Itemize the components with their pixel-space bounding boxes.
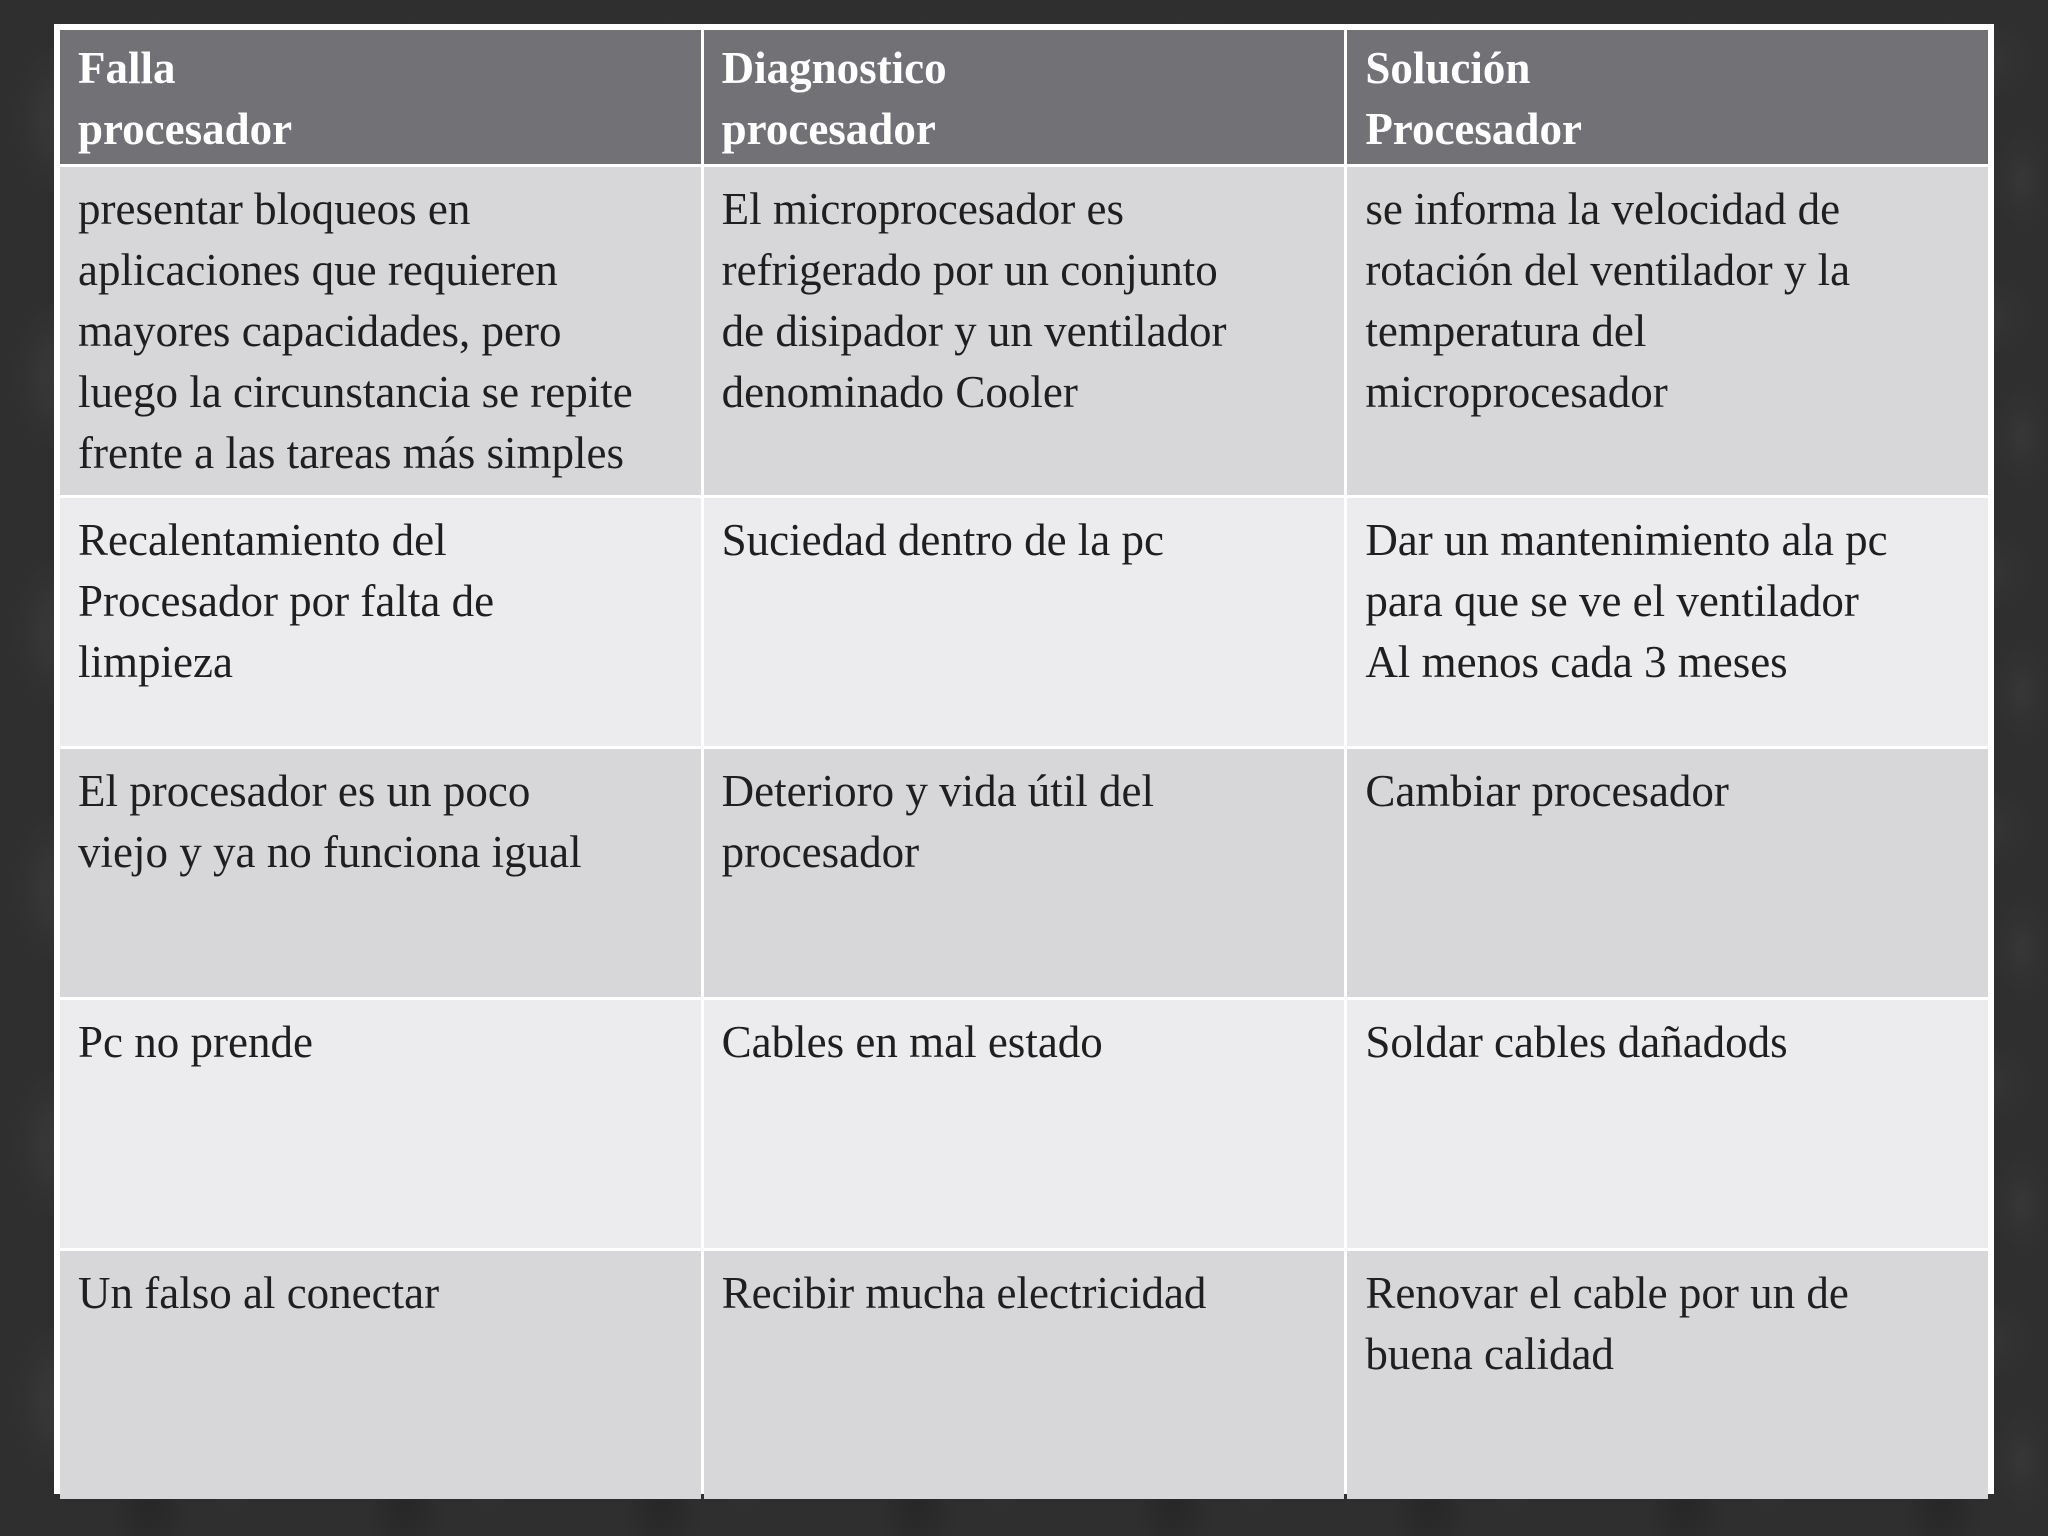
cell-falla-text: Pc no prende (78, 1017, 313, 1067)
cell-falla (60, 498, 701, 746)
table-header-row (60, 30, 1988, 164)
cell-falla (60, 749, 701, 997)
header-solucion (1347, 30, 1988, 164)
processor-faults-table (57, 27, 1991, 1502)
cell-falla-text: Un falso al conectar (78, 1268, 440, 1318)
cell-solucion-text: se informa la velocidad de rotación del ventilador y la temperatura del microprocesador (1365, 184, 1851, 417)
cell-falla-text: presentar bloqueos en aplicaciones que requieren mayores capacidades, pero luego la circunstancia se repite frente a las tareas más simples (78, 184, 633, 478)
header-diagnostico (704, 30, 1345, 164)
cell-diagnostico (704, 167, 1345, 495)
table-row (60, 167, 1988, 495)
table-row (60, 1251, 1988, 1499)
cell-solucion (1347, 167, 1988, 495)
cell-diagnostico-text: Cables en mal estado (721, 1017, 1103, 1067)
cell-falla-text: Recalentamiento del Procesador por falta de limpieza (78, 515, 495, 687)
header-falla-label: Falla procesador (78, 43, 293, 154)
table-row (60, 1000, 1988, 1248)
cell-diagnostico-text: Deterioro y vida útil del procesador (721, 766, 1155, 877)
cell-solucion (1347, 749, 1988, 997)
table-row (60, 749, 1988, 997)
cell-falla (60, 167, 701, 495)
slide-table-frame (54, 24, 1994, 1494)
cell-solucion-text: Soldar cables dañadods (1365, 1017, 1788, 1067)
cell-solucion-text: Dar un mantenimiento ala pc para que se ve el ventilador Al menos cada 3 meses (1365, 515, 1888, 687)
cell-diagnostico-text: Suciedad dentro de la pc (721, 515, 1164, 565)
cell-diagnostico (704, 498, 1345, 746)
cell-falla (60, 1000, 701, 1248)
cell-diagnostico (704, 1000, 1345, 1248)
cell-diagnostico-text: El microprocesador es refrigerado por un conjunto de disipador y un ventilador denominado Cooler (721, 184, 1227, 417)
cell-falla-text: El procesador es un poco viejo y ya no funciona igual (78, 766, 582, 877)
cell-solucion (1347, 1251, 1988, 1499)
cell-solucion-text: Cambiar procesador (1365, 766, 1729, 816)
cell-diagnostico-text: Recibir mucha electricidad (721, 1268, 1207, 1318)
header-falla (60, 30, 701, 164)
cell-solucion (1347, 1000, 1988, 1248)
header-diagnostico-label: Diagnostico procesador (721, 43, 947, 154)
header-solucion-label: Solución Procesador (1365, 43, 1582, 154)
table-row (60, 498, 1988, 746)
cell-diagnostico (704, 1251, 1345, 1499)
cell-falla (60, 1251, 701, 1499)
cell-diagnostico (704, 749, 1345, 997)
cell-solucion-text: Renovar el cable por un de buena calidad (1365, 1268, 1849, 1379)
cell-solucion (1347, 498, 1988, 746)
